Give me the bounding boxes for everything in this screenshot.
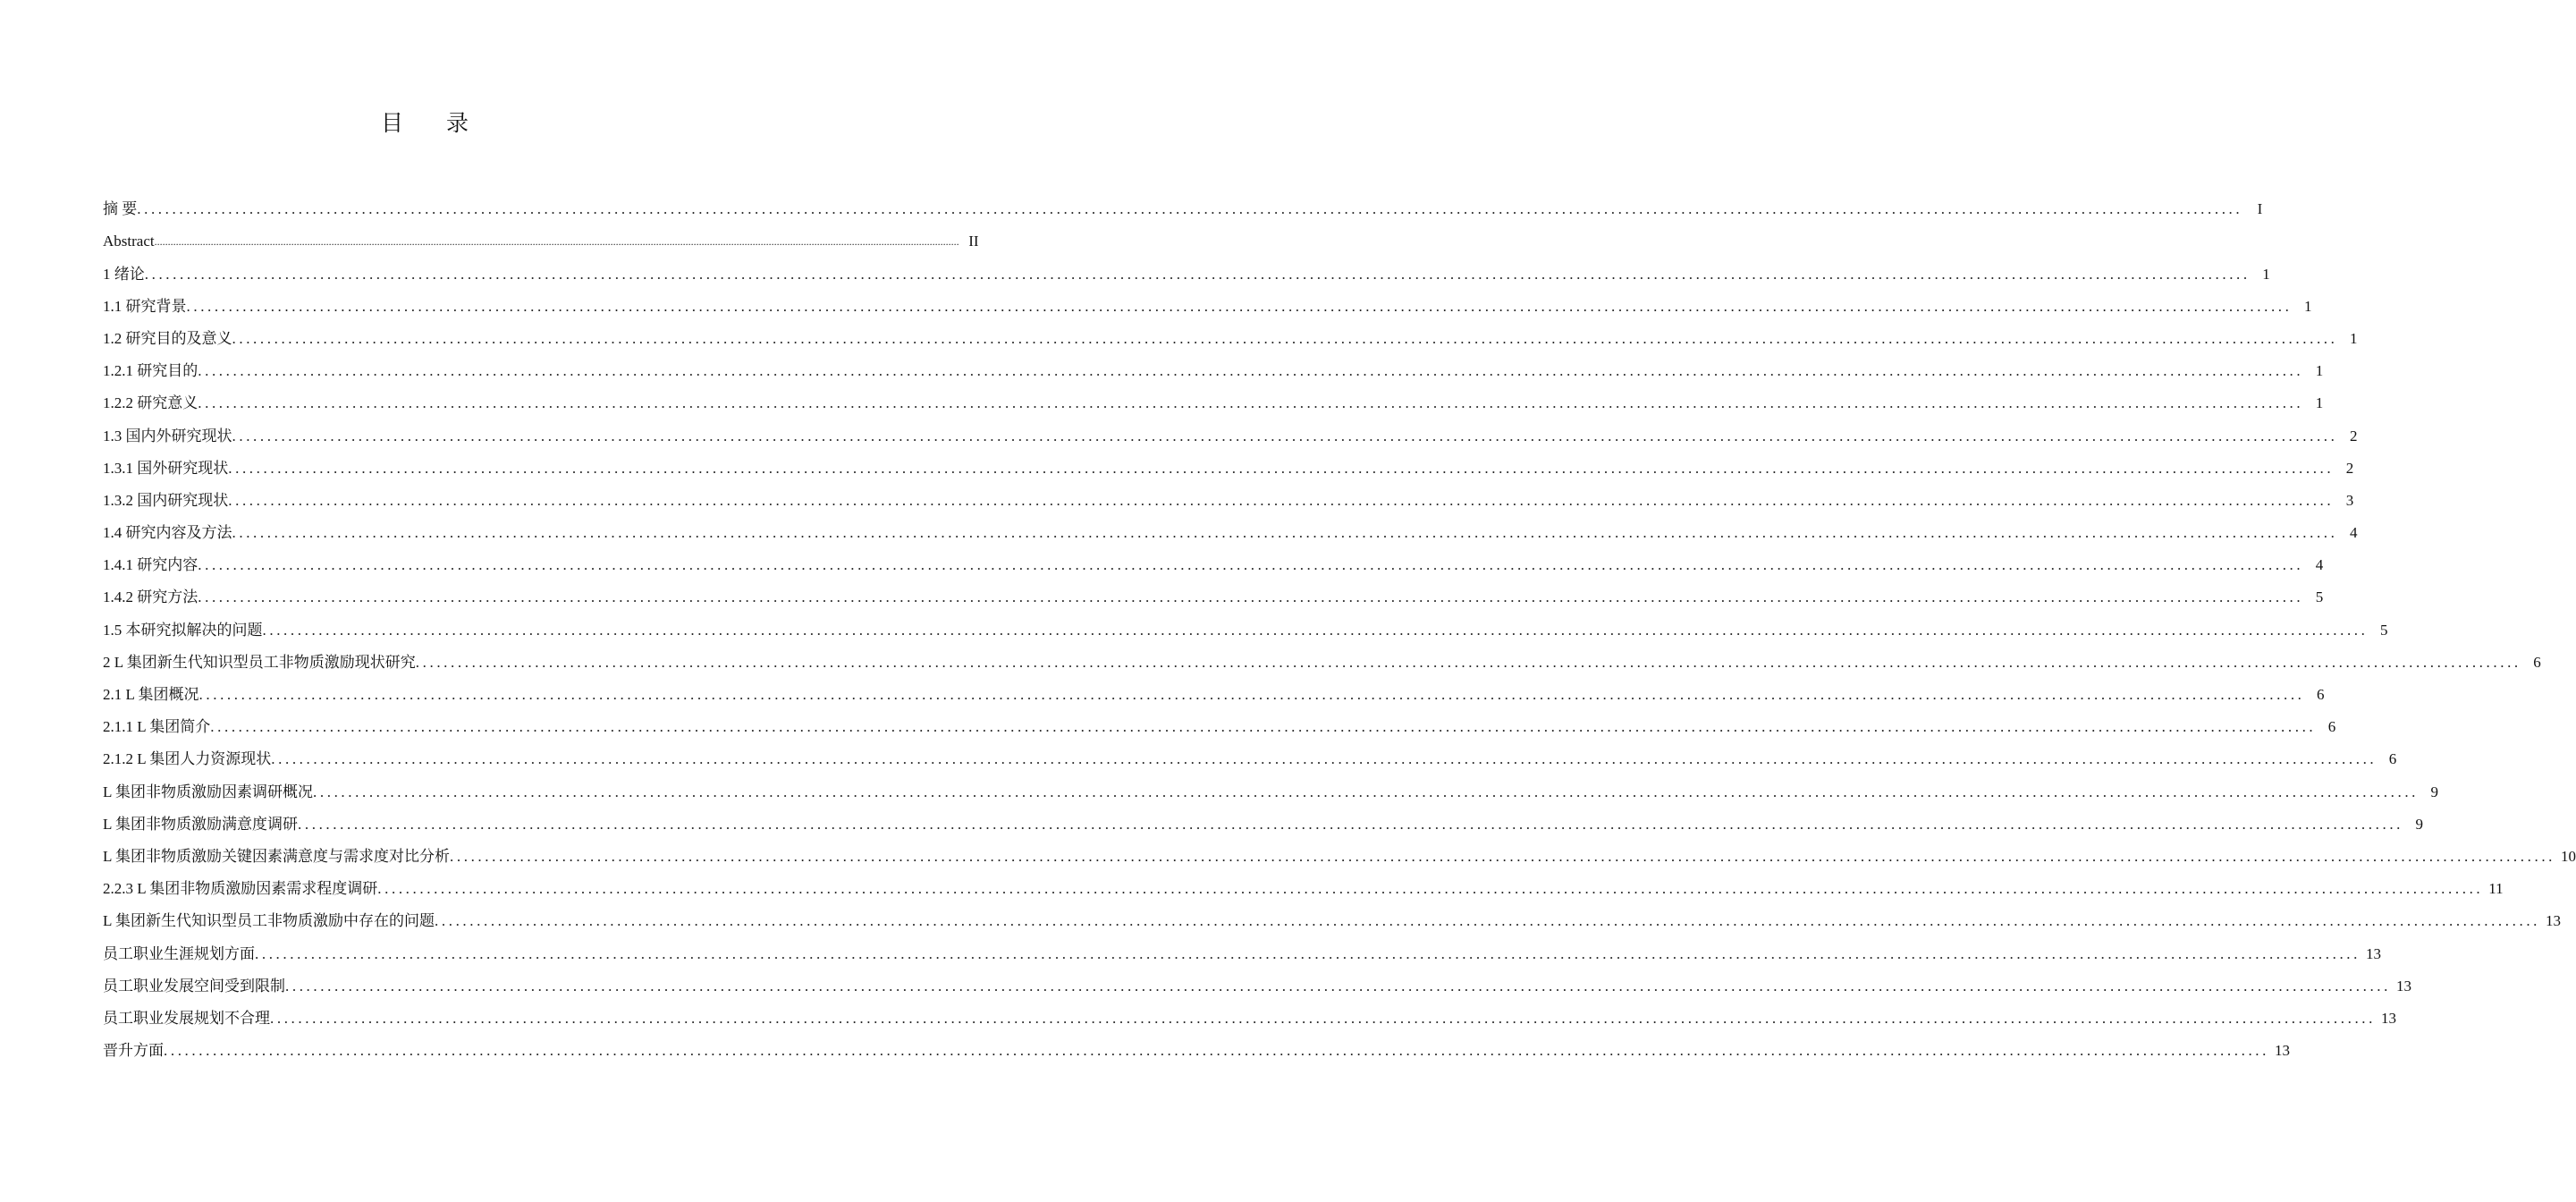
toc-leader-dots: ............................................................................................................................................................................................................................................................................................................ <box>144 265 2251 283</box>
toc-entry-title: 员工职业发展空间受到限制 <box>103 977 285 995</box>
toc-entry[interactable] <box>103 316 2358 348</box>
toc-entry-title: 晋升方面 <box>103 1042 164 1060</box>
toc-entry[interactable] <box>103 218 979 250</box>
toc-page-number: II <box>968 233 979 250</box>
toc-page-number: 13 <box>2381 1009 2396 1027</box>
toc-list <box>103 186 2576 1060</box>
toc-leader-dots: ............................................................................................................................................................................................................................................................................................................ <box>435 912 2541 930</box>
toc-leader-dots: ............................................................................................................................................................................................................................................................................................................ <box>450 847 2556 865</box>
toc-entry[interactable] <box>103 348 2324 380</box>
toc-entry[interactable] <box>103 574 2324 606</box>
toc-page-number: 1 <box>2262 265 2270 283</box>
toc-entry[interactable] <box>103 704 2336 736</box>
toc-entry[interactable] <box>103 1028 2290 1060</box>
toc-entry-title: 1.3 国内外研究现状 <box>103 427 232 444</box>
toc-page-number: 1 <box>2350 329 2358 347</box>
toc-entry-title: L 集团新生代知识型员工非物质激励中存在的问题 <box>103 912 435 930</box>
toc-entry-title: L 集团非物质激励因素调研概况 <box>103 783 314 800</box>
toc-entry[interactable] <box>103 866 2504 898</box>
toc-entry[interactable] <box>103 606 2388 639</box>
toc-leader-dots: ............................................................................................................................................................................................................................................................................................................ <box>271 750 2378 768</box>
toc-entry-title: 员工职业发展规划不合理 <box>103 1009 270 1027</box>
toc-entry-title: 1.2.1 研究目的 <box>103 362 198 380</box>
toc-leader-dots: ............................................................................................................................................................................................................................................................................................................ <box>228 459 2335 477</box>
toc-leader-dots: ............................................................................................................................................................................................................................................................................................................ <box>186 297 2293 315</box>
toc-entry[interactable] <box>103 963 2411 995</box>
toc-entry[interactable] <box>103 510 2358 542</box>
toc-page-number: 1 <box>2304 297 2312 315</box>
toc-leader-dots: ............................................................................................................................................................................................................................................................................................................ <box>198 556 2304 574</box>
toc-leader-dots: ............................................................................................................................................................................................................................................................................................................ <box>377 880 2484 898</box>
toc-page-number: 6 <box>2388 750 2397 768</box>
toc-page-number: 3 <box>2345 491 2354 509</box>
toc-entry-title: 2.1.1 L 集团简介 <box>103 718 211 736</box>
page-title: 目 录 <box>381 110 486 136</box>
toc-entry-title: Abstract <box>103 233 155 250</box>
toc-leader-dots: ............................................................................................................................................................................................................................................................................................................ <box>255 944 2361 962</box>
toc-page-number: 6 <box>2327 718 2336 736</box>
toc-leader-dots: ............................................................................................................................................................................................................................................................................................................ <box>262 621 2369 639</box>
toc-entry[interactable] <box>103 672 2325 704</box>
toc-page-number: 4 <box>2350 524 2358 542</box>
toc-entry-title: 1.4 研究内容及方法 <box>103 524 232 542</box>
toc-entry-title: 2.1 L 集团概况 <box>103 686 199 703</box>
toc-page-number: 1 <box>2315 362 2324 380</box>
toc-entry[interactable] <box>103 898 2562 930</box>
toc-entry[interactable] <box>103 801 2424 834</box>
toc-entry[interactable] <box>103 445 2354 478</box>
toc-leader-dots: ............................................................................................................................................................................................................................................................................................................ <box>198 362 2304 380</box>
toc-leader-dots: ............................................................................................................................................................................................................................................................................................................ <box>232 329 2338 347</box>
toc-entry[interactable] <box>103 736 2397 768</box>
toc-entry-title: 1.1 研究背景 <box>103 297 187 315</box>
toc-entry-title: 2.1.2 L 集团人力资源现状 <box>103 750 272 768</box>
toc-leader-dots: ............................................................................................................................................................................................................................................................................................................ <box>232 524 2338 542</box>
toc-entry[interactable] <box>103 478 2354 510</box>
toc-entry-title: 1.2.2 研究意义 <box>103 394 198 412</box>
toc-entry[interactable] <box>103 930 2381 962</box>
toc-entry-title: L 集团非物质激励满意度调研 <box>103 815 299 833</box>
toc-leader-dots: ............................................................................................................................................................................................................................................................................................................ <box>232 427 2338 444</box>
toc-leader-dots: ............................................................................................................................................................................................................................................................................................................ <box>198 394 2304 412</box>
toc-leader-dots: ............................................................................................................................................................................................................................................................................................................ <box>415 653 2521 671</box>
toc-entry[interactable] <box>103 834 2576 866</box>
toc-page-number: 4 <box>2315 556 2324 574</box>
toc-entry-title: 1 绪论 <box>103 265 145 283</box>
toc-entry[interactable] <box>103 380 2324 412</box>
toc-entry[interactable] <box>103 250 2270 283</box>
toc-entry[interactable] <box>103 639 2541 672</box>
toc-page-number: 9 <box>2430 783 2439 800</box>
toc-entry[interactable] <box>103 284 2312 316</box>
toc-entry-title: 1.5 本研究拟解决的问题 <box>103 621 263 639</box>
toc-entry-title: 1.3.1 国外研究现状 <box>103 459 229 477</box>
toc-leader-dots: ............................................................................................................................................................................................................................................................................................................ <box>298 815 2404 833</box>
toc-leader-dots: ............................................................................................................................................................................................................................................................................................................ <box>198 686 2305 703</box>
toc-leader-dots: ............................................................................................................................................................................................................................................................................................................ <box>198 588 2304 606</box>
toc-entry[interactable] <box>103 768 2439 800</box>
toc-entry-title: 员工职业生涯规划方面 <box>103 944 255 962</box>
toc-entry-title: 1.2 研究目的及意义 <box>103 329 232 347</box>
toc-entry-title: 2 L 集团新生代知识型员工非物质激励现状研究 <box>103 653 416 671</box>
toc-entry[interactable] <box>103 186 2263 218</box>
toc-leader-dots: ............................................................................................................................................................................................................................................................................................................ <box>313 783 2420 800</box>
toc-page-number: 10 <box>2561 847 2576 865</box>
toc-leader-dots: ............................................................................................................................................................................................................................................................................................................ <box>137 200 2243 218</box>
toc-page-number: 13 <box>2546 912 2562 930</box>
toc-page-number: 6 <box>2533 653 2541 671</box>
toc-leader-dots: ............................................................................................................................................................................................................................................................................................................ <box>154 235 959 249</box>
toc-page-number: 13 <box>2275 1042 2290 1060</box>
toc-page-number: 1 <box>2315 394 2324 412</box>
toc-entry[interactable] <box>103 412 2358 444</box>
toc-entry-title: 1.4.1 研究内容 <box>103 556 198 574</box>
toc-page-number: 5 <box>2315 588 2324 606</box>
toc-page-number: I <box>2257 200 2263 218</box>
toc-entry-title: 1.3.2 国内研究现状 <box>103 491 229 509</box>
toc-leader-dots: ............................................................................................................................................................................................................................................................................................................ <box>285 977 2391 995</box>
toc-leader-dots: ............................................................................................................................................................................................................................................................................................................ <box>270 1009 2376 1027</box>
toc-leader-dots: ............................................................................................................................................................................................................................................................................................................ <box>228 491 2335 509</box>
toc-entry[interactable] <box>103 995 2396 1028</box>
toc-page-number: 2 <box>2345 459 2354 477</box>
toc-entry[interactable] <box>103 542 2324 574</box>
toc-page-number: 11 <box>2488 880 2504 898</box>
toc-page-number: 13 <box>2396 977 2411 995</box>
toc-page-number: 5 <box>2380 621 2388 639</box>
toc-page-number: 2 <box>2350 427 2358 444</box>
toc-page-number: 6 <box>2317 686 2325 703</box>
toc-entry-title: 摘 要 <box>103 200 138 218</box>
toc-entry-title: 1.4.2 研究方法 <box>103 588 198 606</box>
toc-page-number: 9 <box>2415 815 2424 833</box>
toc-leader-dots: ............................................................................................................................................................................................................................................................................................................ <box>210 718 2317 736</box>
toc-entry-title: L 集团非物质激励关键因素满意度与需求度对比分析 <box>103 847 451 865</box>
toc-page-number: 13 <box>2366 944 2381 962</box>
toc-entry-title: 2.2.3 L 集团非物质激励因素需求程度调研 <box>103 880 378 898</box>
toc-leader-dots: ............................................................................................................................................................................................................................................................................................................ <box>164 1042 2269 1060</box>
